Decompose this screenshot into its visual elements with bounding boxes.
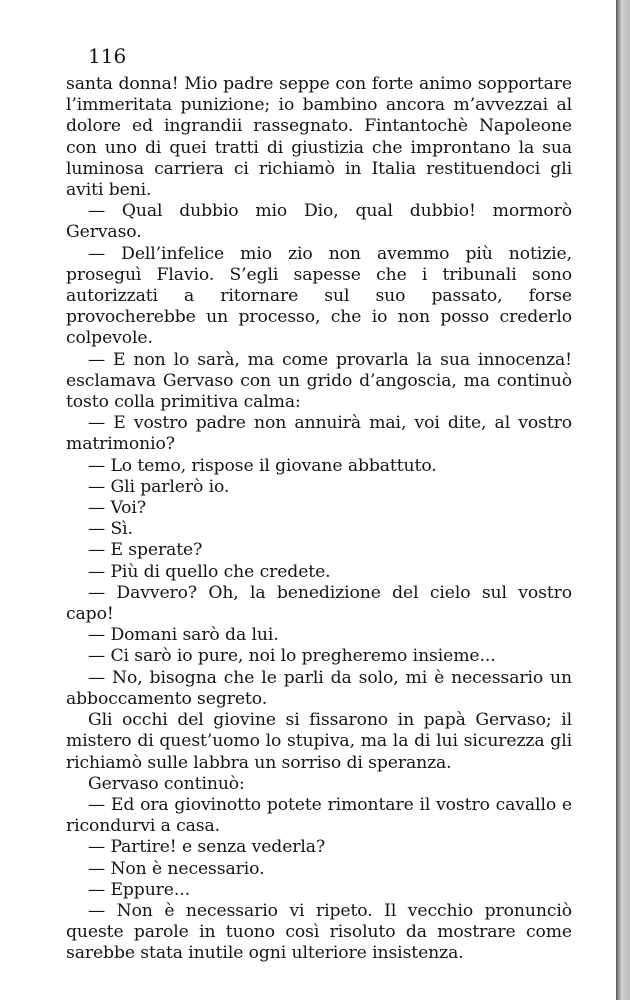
paragraph: santa donna! Mio padre seppe con forte animo sopportare l’immeritata punizione; io bambino ancora m’avvezzai al dolore ed ingrandii rassegnato. Fintantochè Napoleone con uno di quei tratti di giustizia che improntano la sua luminosa carriera ci richiamò in Italia restituendoci gli aviti beni. <box>66 74 572 201</box>
page-edge-shadow <box>616 0 630 1000</box>
paragraph: — Partire! e senza vederla? <box>88 837 326 858</box>
paragraph: — Dell’infelice mio zio non avemmo più notizie, proseguì Flavio. S’egli sapesse che i tribunali sono autorizzati a ritornare sul suo passato, forse provocherebbe un processo, che io non posso crederlo colpevole. <box>66 243 572 349</box>
paragraph: Gli occhi del giovine si fissarono in papà Gervaso; il mistero di quest’uomo lo stupiva, ma la di lui sicurezza gli richiamò sulle labbra un sorriso di speranza. <box>66 710 572 773</box>
paragraph: — Non è necessario. <box>88 858 265 879</box>
paragraph-last: — Non è necessario vi ripeto. Il vecchio pronunciò queste parole in tuono così risoluto da mostrare come sarebbe stata inutile ogni ulteriore insistenza. <box>66 900 572 964</box>
paragraph: — Ed ora giovinotto potete rimontare il vostro cavallo e ricondurvi a casa. <box>66 794 572 837</box>
paragraph: — E vostro padre non annuirà mai, voi dite, al vostro matrimonio? <box>66 413 572 455</box>
paragraph: — Ci sarò io pure, noi lo pregheremo insieme... <box>88 646 496 667</box>
paragraph: — Davvero? Oh, la benedizione del cielo sul vostro capo! <box>66 582 572 625</box>
paragraph: — Qual dubbio mio Dio, qual dubbio! mormorò Gervaso. <box>66 201 572 243</box>
paragraph: — Eppure... <box>88 879 190 900</box>
paragraph: — E sperate? <box>88 540 203 561</box>
paragraph: — Voi? <box>88 498 146 519</box>
paragraph: — Gli parlerò io. <box>88 476 230 497</box>
paragraph: — Lo temo, rispose il giovane abbattuto. <box>88 455 437 476</box>
paragraph: — E non lo sarà, ma come provarla la sua innocenza! esclamava Gervaso con un grido d’angoscia, ma continuò tosto colla primitiva calma: <box>66 349 572 413</box>
paragraph: — Domani sarò da lui. <box>88 625 279 646</box>
paragraph: Gervaso continuò: <box>88 773 245 794</box>
paragraph: — Sì. <box>88 519 133 540</box>
body-text <box>66 74 572 965</box>
page-number: 116 <box>88 44 127 68</box>
paragraph: — Più di quello che credete. <box>88 561 331 582</box>
paragraph: — No, bisogna che le parli da solo, mi è necessario un abboccamento segreto. <box>66 667 572 709</box>
